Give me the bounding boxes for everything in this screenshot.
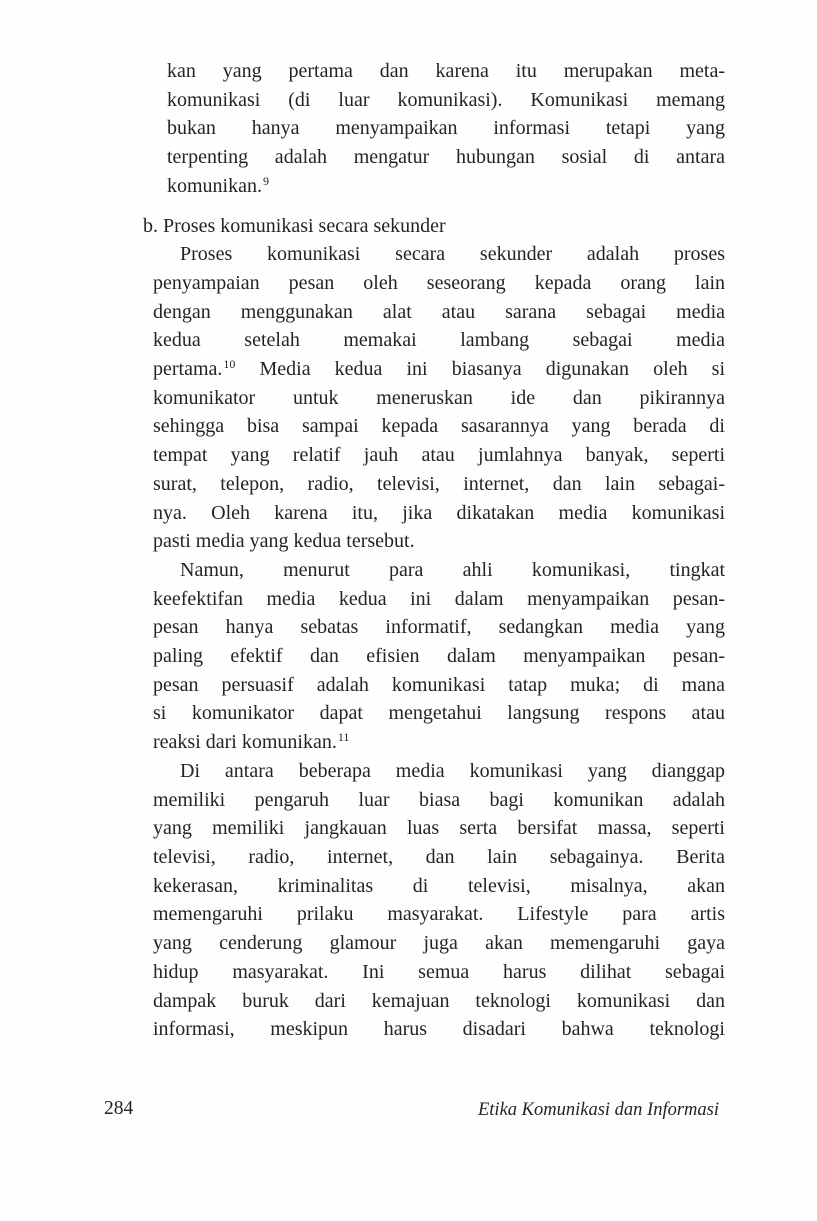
text-line: informasi, meskipun harus disadari bahwa teknologi — [153, 1018, 725, 1041]
text-line: pasti media yang kedua tersebut. — [153, 530, 415, 553]
text-line: reaksi dari komunikan.$^{11}$ — [153, 730, 350, 754]
text-line: yang memiliki jangkauan luas serta bersifat massa, seperti — [153, 817, 725, 840]
text-line: memiliki pengaruh luar biasa bagi komunikan adalah — [153, 788, 725, 811]
running-title: Etika Komunikasi dan Informasi — [477, 1100, 719, 1120]
text-line: kan yang pertama dan karena itu merupakan meta- — [167, 60, 725, 82]
footnote-ref: 10 — [223, 357, 236, 372]
paragraph-item-a-continuation — [167, 57, 725, 201]
page-body-text — [0, 57, 817, 1044]
paragraph-keefektifan-media — [153, 556, 725, 757]
text-line: komunikan.$^9$ — [167, 173, 269, 197]
text-line: sehingga bisa sampai kepada sasarannya yang berada di — [153, 415, 725, 438]
text-line: hidup masyarakat. Ini semua harus dilihat sebagai — [153, 960, 725, 983]
footnote-ref: 11 — [337, 730, 350, 745]
text-line: kedua setelah memakai lambang sebagai media — [153, 329, 725, 352]
text-line: keefektifan media kedua ini dalam menyampaikan pesan- — [153, 587, 725, 610]
text-line: Di antara beberapa media komunikasi yang dianggap — [180, 759, 725, 782]
text-line: paling efektif dan efisien dalam menyampaikan pesan- — [153, 645, 725, 668]
text-line: pertama.$^{10}$ Media kedua ini biasanya digunakan oleh si — [153, 357, 725, 381]
text-line: pesan persuasif adalah komunikasi tatap muka; di mana — [153, 673, 725, 696]
text-line: bukan hanya menyampaikan informasi tetapi yang — [167, 117, 725, 140]
text-line: nya. Oleh karena itu, jika dikatakan media komunikasi — [153, 501, 725, 524]
text-line: penyampaian pesan oleh seseorang kepada orang lain — [153, 271, 725, 294]
text-line: terpenting adalah mengatur hubungan sosial di antara — [167, 146, 725, 169]
text-line: Namun, menurut para ahli komunikasi, tingkat — [180, 558, 725, 581]
text-line: dampak buruk dari kemajuan teknologi komunikasi dan — [153, 989, 725, 1012]
text-line: komunikasi (di luar komunikasi). Komunikasi memang — [167, 88, 725, 111]
section-heading-b: b. Proses komunikasi secara sekunder — [143, 214, 446, 237]
text-line: Proses komunikasi secara sekunder adalah proses — [180, 243, 725, 266]
text-line: dengan menggunakan alat atau sarana sebagai media — [153, 300, 725, 323]
text-line: surat, telepon, radio, televisi, internet, dan lain sebagai- — [153, 472, 725, 495]
text-line: tempat yang relatif jauh atau jumlahnya banyak, seperti — [153, 444, 725, 467]
paragraph-proses-sekunder — [153, 240, 725, 556]
footnote-ref: 9 — [263, 173, 269, 188]
paragraph-media-massa — [153, 757, 725, 1044]
text-line: komunikator untuk meneruskan ide dan pikirannya — [153, 386, 725, 409]
text-line: si komunikator dapat mengetahui langsung respons atau — [153, 702, 725, 725]
text-line: yang cenderung glamour juga akan memengaruhi gaya — [153, 932, 725, 955]
page-number: 284 — [104, 1098, 134, 1119]
text-line: televisi, radio, internet, dan lain sebagainya. Berita — [153, 845, 725, 868]
text-line: kekerasan, kriminalitas di televisi, misalnya, akan — [153, 874, 725, 897]
text-line: pesan hanya sebatas informatif, sedangkan media yang — [153, 616, 725, 639]
text-line: memengaruhi prilaku masyarakat. Lifestyle para artis — [153, 903, 725, 926]
